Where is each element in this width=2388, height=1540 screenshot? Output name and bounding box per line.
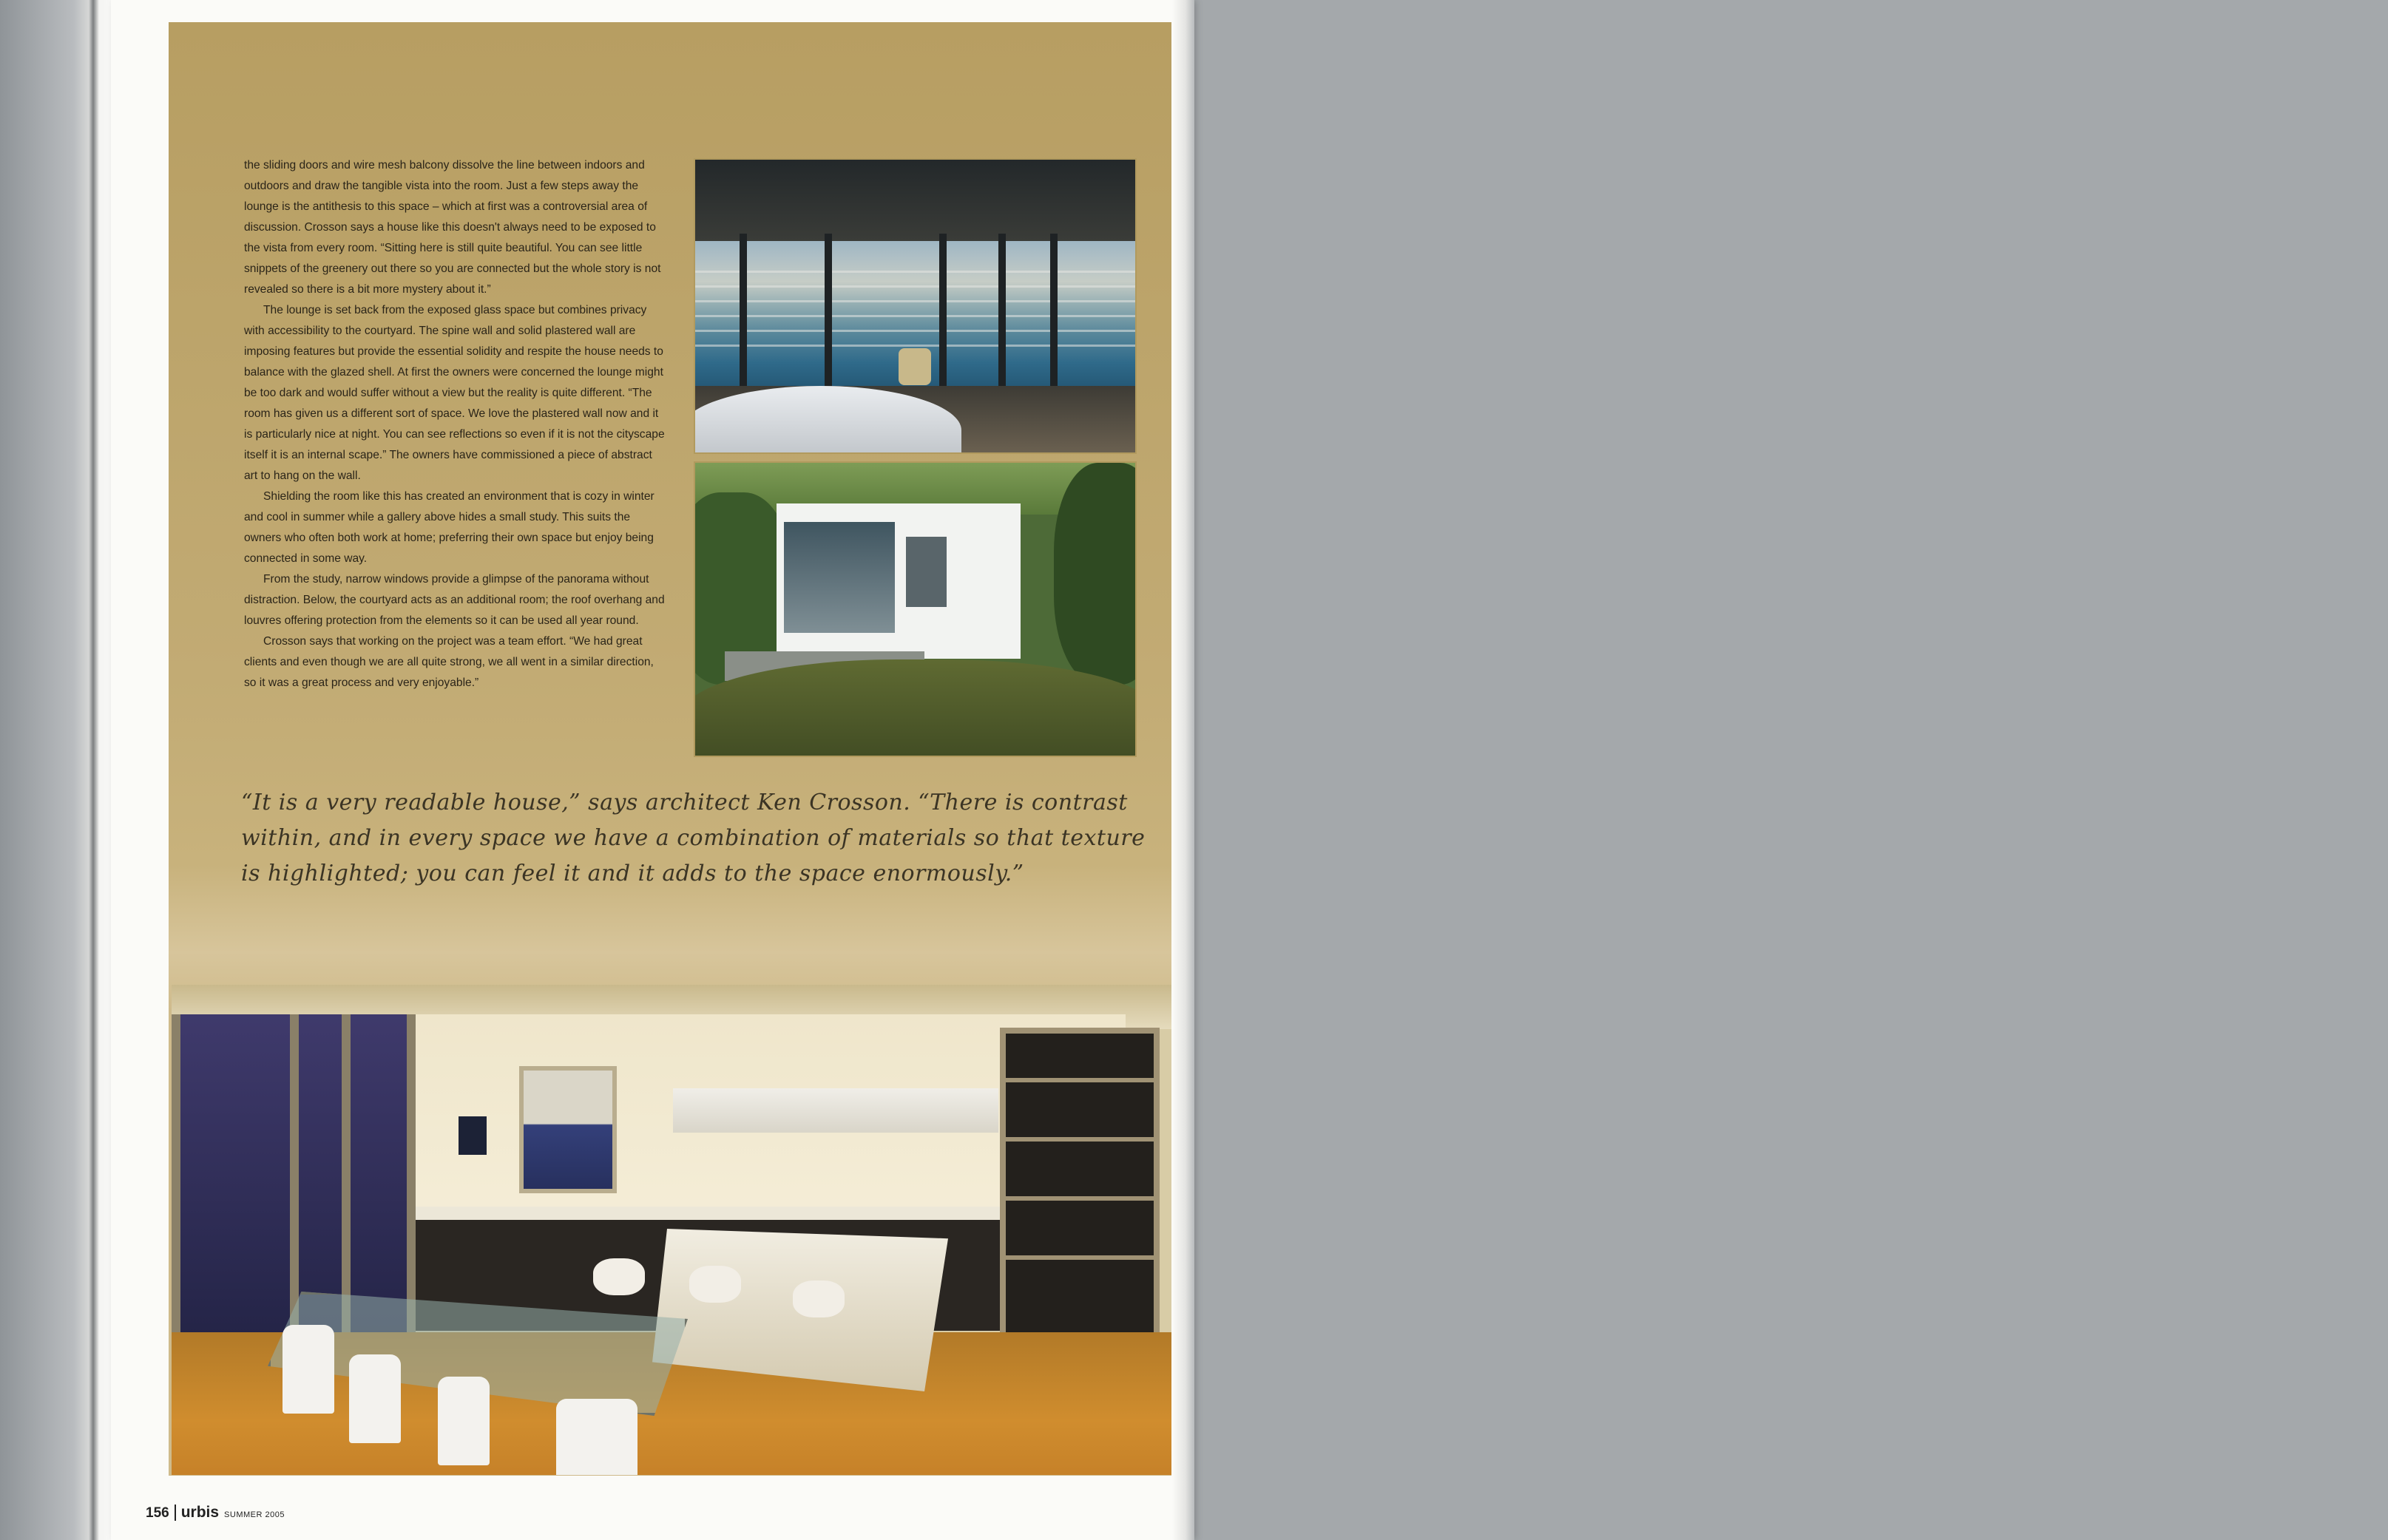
article-paragraph: The lounge is set back from the exposed glass space but combines privacy with accessibility to the courtyard. The spine wall and solid plastered wall are imposing features but provide the essential solidity and respite the house needs to balance with the glazed shell. At first the owners were concerned the lounge might be too dark and would suffer without a view but the reality is quite different. “The room has given us a different sort of space. We love the plastered wall now and it is particularly nice at night. You can see reflections so even if it is not the cityscape itself it is an internal scape.” The owners have commissioned a piece of abstract art to hang on the wall. xyxy=(244,304,665,482)
magazine-name: urbis xyxy=(180,1504,220,1521)
kitchen-photo xyxy=(172,985,1171,1475)
house-exterior-photo xyxy=(694,461,1137,757)
article-paragraph: Shielding the room like this has created an environment that is cozy in winter and cool in summer while a gallery above hides a small study. This suits the owners who often both work at home; preferring their own space but enjoy being connected in some way. xyxy=(244,490,654,565)
article-body xyxy=(244,155,667,693)
magazine-gutter xyxy=(0,0,126,1540)
bedroom-photo xyxy=(694,158,1137,454)
article-paragraph: Crosson says that working on the project was a team effort. “We had great clients and even though we are all quite strong, we all went in a similar direction, so it was a great process and very enjoyable.” xyxy=(244,635,654,689)
issue-label: SUMMER 2005 xyxy=(224,1510,285,1519)
article-paragraph: the sliding doors and wire mesh balcony dissolve the line between indoors and outdoors and draw the tangible vista into the room. Just a few steps away the lounge is the antithesis to this space – which at first was a controversial area of discussion. Crosson says a house like this doesn't always need to be exposed to the vista from every room. “Sitting here is still quite beautiful. You can see little snippets of the greenery out there so you are connected but the whole story is not revealed so there is a bit more mystery about it.” xyxy=(244,159,661,296)
article-paragraph: From the study, narrow windows provide a glimpse of the panorama without distraction. Below, the courtyard acts as an additional room; the roof overhang and louvres offering protection from the elements so it can be used all year round. xyxy=(244,573,665,627)
footer-divider xyxy=(175,1505,176,1521)
page-footer xyxy=(146,1504,285,1522)
pull-quote: “It is a very readable house,” says architect Ken Crosson. “There is contrast within, and in every space we have a combination of materials so that texture is highlighted; you can feel it and it adds to the space enormously.” xyxy=(241,790,1146,886)
page-edge-shadow xyxy=(1172,0,1194,1540)
page-number: 156 xyxy=(146,1505,169,1521)
